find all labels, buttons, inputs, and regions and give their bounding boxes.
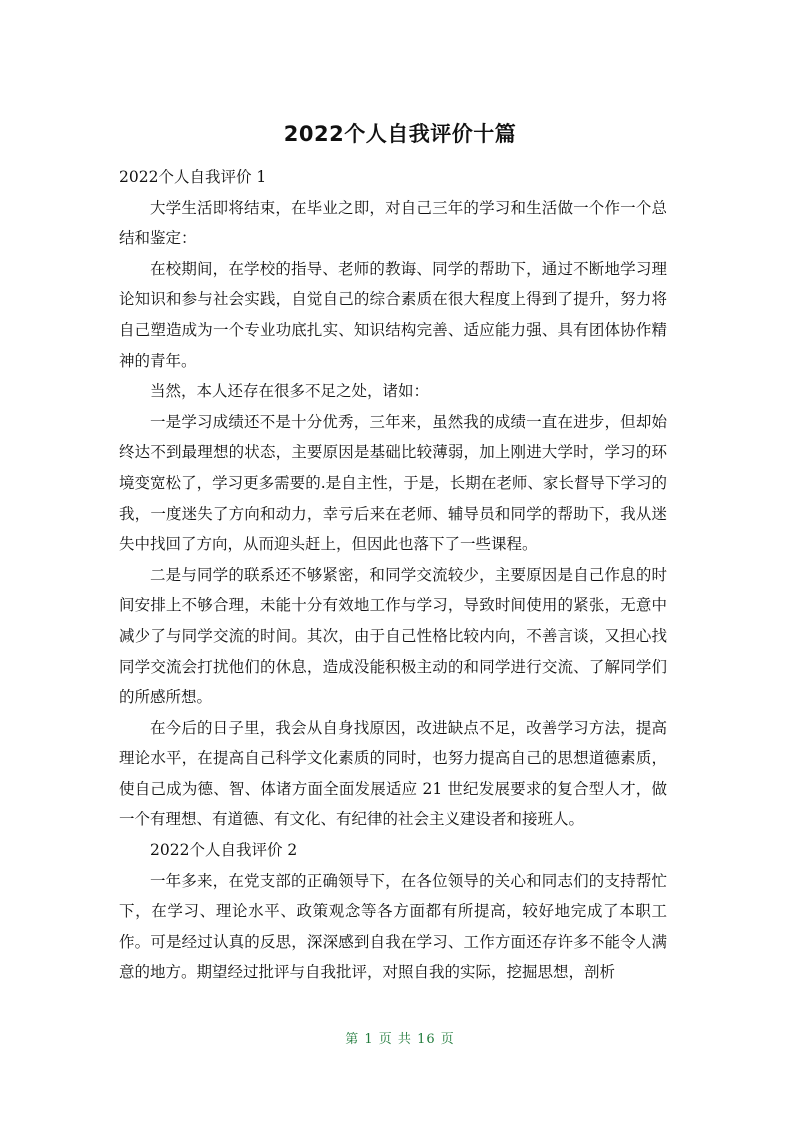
section-heading: 2022个人自我评价 2 xyxy=(150,841,298,860)
paragraph: 当然，本人还存在很多不足之处，诸如： xyxy=(150,382,430,401)
paragraph: 大学生活即将结束，在毕业之即，对自己三年的学习和生活做一个作一个总结和鉴定： xyxy=(119,198,667,248)
paragraph: 一年多来，在党支部的正确领导下，在各位领导的关心和同志们的支持帮忙下，在学习、理论水平、政策观念等各方面都有所提高，较好地完成了本职工作。可是经过认真的反思，深深感到自我在学习、工作方面还存许多不能令人满意的地方。期望经过批评与自我批评，对照自我的实际，挖掘思想，剖析 xyxy=(119,871,667,982)
page-footer xyxy=(0,1028,800,1047)
document-body xyxy=(119,162,667,988)
paragraph: 一是学习成绩还不是十分优秀，三年来，虽然我的成绩一直在进步，但却始终达不到最理想的状态，主要原因是基础比较薄弱，加上刚进大学时，学习的环境变宽松了，学习更多需要的.是自主性，于是，长期在老师、家长督导下学习的我，一度迷失了方向和动力，幸亏后来在老师、辅导员和同学的帮助下，我从迷失中找回了方向，从而迎头赶上，但因此也落下了一些课程。 xyxy=(119,412,667,554)
paragraph: 在校期间，在学校的指导、老师的教诲、同学的帮助下，通过不断地学习理论知识和参与社会实践，自觉自己的综合素质在很大程度上得到了提升，努力将自己塑造成为一个专业功底扎实、知识结构完善、适应能力强、具有团体协作精神的青年。 xyxy=(119,259,667,370)
page-label-prefix: 第 xyxy=(345,1032,360,1047)
section-heading: 2022个人自我评价 1 xyxy=(119,168,267,186)
paragraph: 二是与同学的联系还不够紧密，和同学交流较少，主要原因是自己作息的时间安排上不够合理，未能十分有效地工作与学习，导致时间使用的紧张，无意中减少了与同学交流的时间。其次，由于自己性格比较内向，不善言谈，又担心找同学交流会打扰他们的休息，造成没能积极主动的和同学进行交流、了解同学们的所感所想。 xyxy=(119,565,667,707)
page-label-suffix: 页 xyxy=(440,1032,455,1047)
document-title: 2022个人自我评价十篇 xyxy=(283,122,517,146)
page-label-middle: 页 共 xyxy=(378,1032,412,1047)
total-pages: 16 xyxy=(417,1032,436,1047)
page-number: 1 xyxy=(364,1032,374,1047)
paragraph: 在今后的日子里，我会从自身找原因，改进缺点不足，改善学习方法，提高理论水平，在提高自己科学文化素质的同时，也努力提高自己的思想道德素质，使自己成为德、智、体诸方面全面发展适应 21 世纪发展要求的复合型人才，做一个有理想、有道德、有文化、有纪律的社会主义建设者和接班人。 xyxy=(119,718,667,829)
